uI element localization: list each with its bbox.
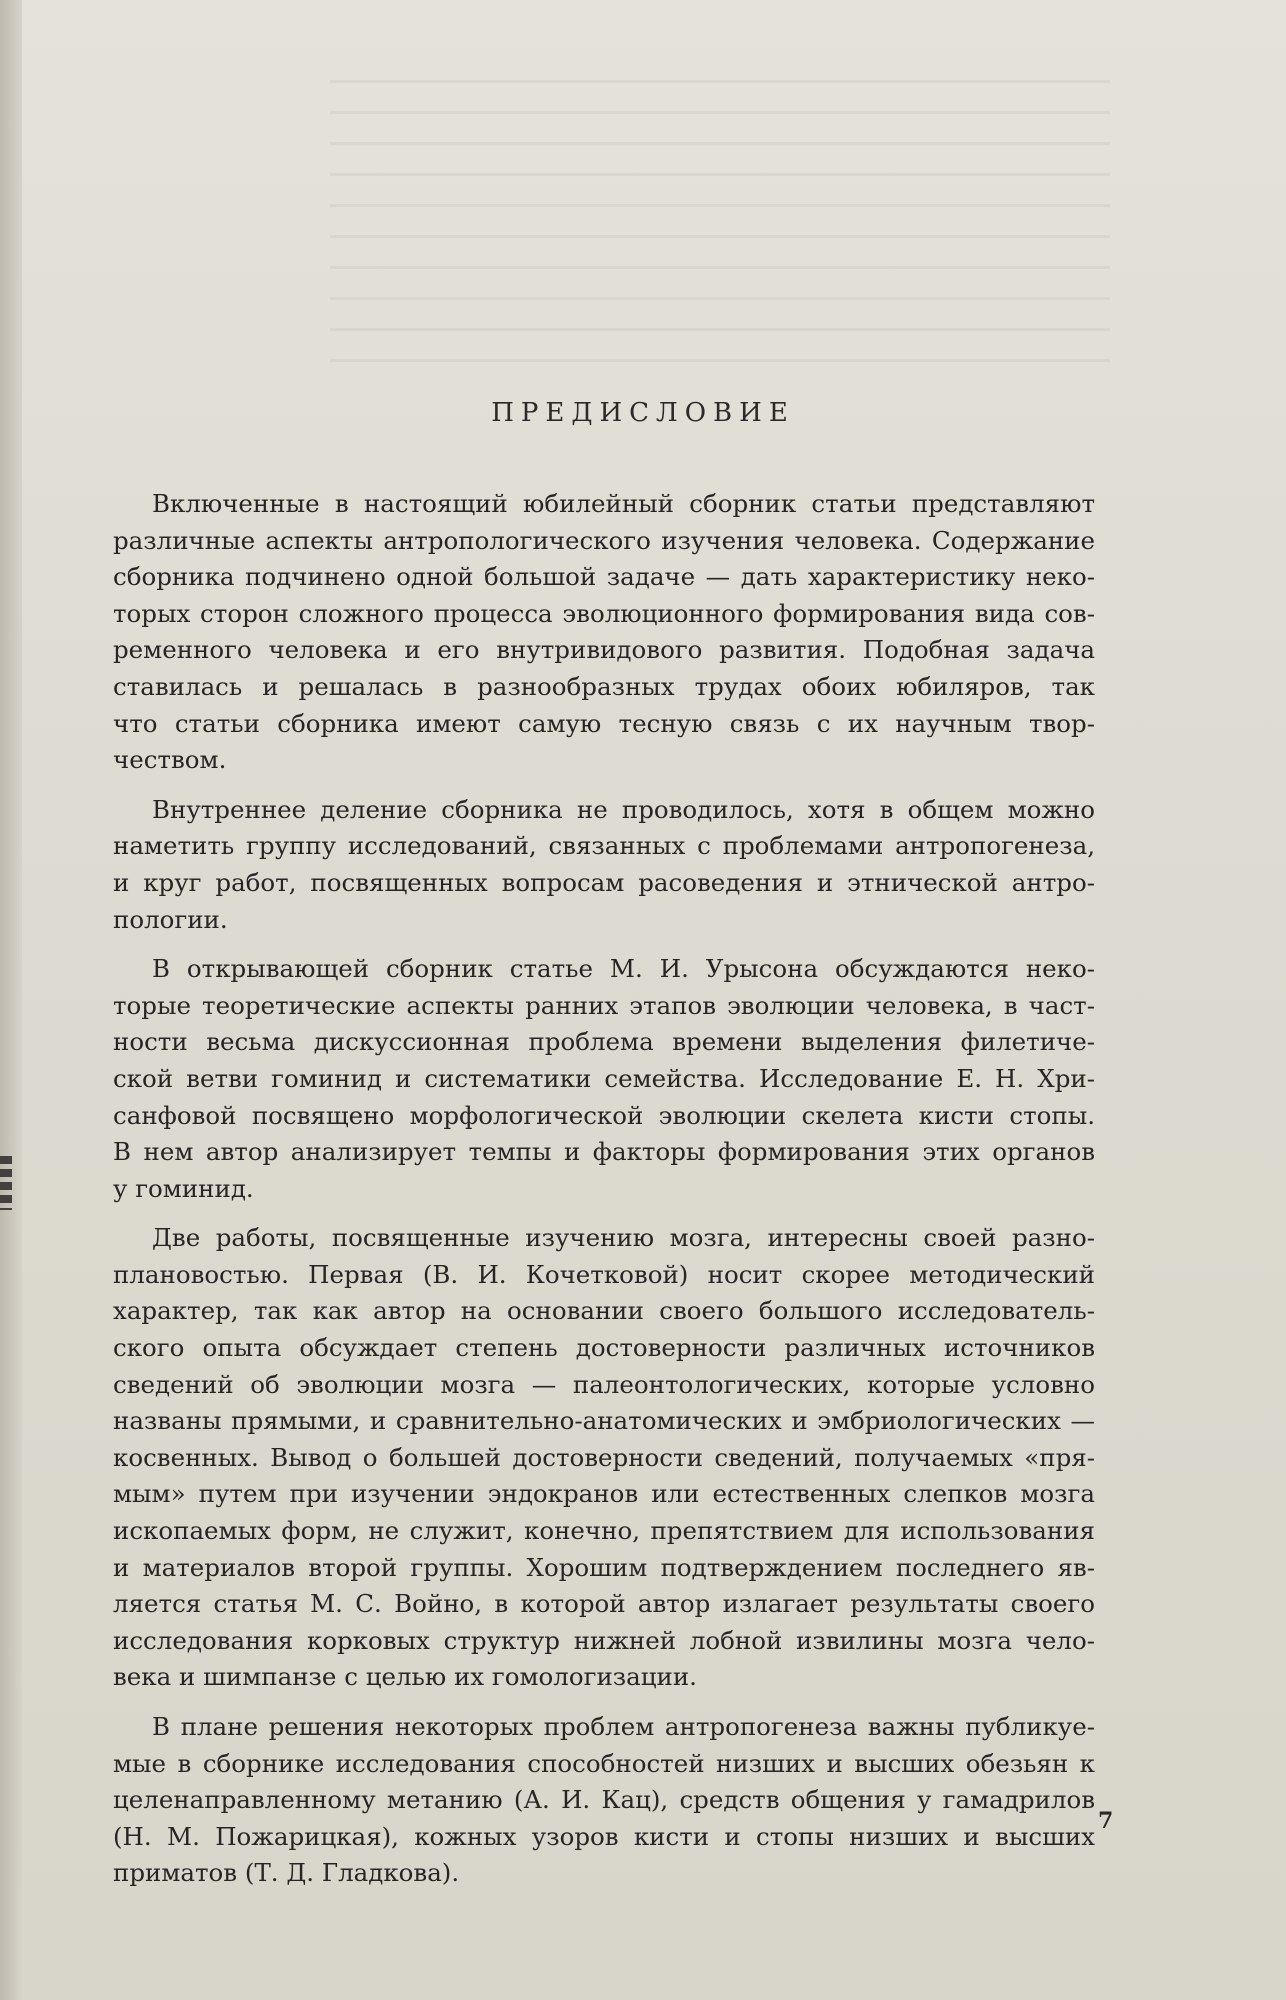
text-line: Включенные в настоящий юбилейный сборник статьи представляют bbox=[152, 489, 1095, 518]
paragraph-2 bbox=[113, 792, 1095, 938]
text-line: ского опыта обсуждает степень достоверности различных источников bbox=[113, 1333, 1095, 1363]
body-text bbox=[113, 486, 1095, 1905]
text-line: и материалов второй группы. Хорошим подтверждением последнего яв- bbox=[113, 1552, 1095, 1582]
text-line: ности весьма дискуссионная проблема времени выделения филетиче- bbox=[113, 1027, 1095, 1057]
text-line: торые теоретические аспекты ранних этапов эволюции человека, в част- bbox=[113, 990, 1095, 1020]
text-line: торых сторон сложного процесса эволюционного формирования вида сов- bbox=[113, 598, 1095, 628]
text-line: различные аспекты антропологического изучения человека. Содержание bbox=[113, 525, 1095, 555]
paragraph-5 bbox=[113, 1709, 1095, 1892]
text-line: Две работы, посвященные изучению мозга, интересны своей разно- bbox=[152, 1223, 1095, 1253]
text-line: В плане решения некоторых проблем антропогенеза важны публикуе- bbox=[152, 1712, 1095, 1741]
text-line: целенаправленному метанию (А. И. Кац), средств общения у гамадрилов bbox=[113, 1785, 1095, 1815]
text-line: (Н. М. Пожарицкая), кожных узоров кисти и стопы низших и высших bbox=[113, 1821, 1095, 1851]
text-line: наметить группу исследований, связанных с проблемами антропогенеза, bbox=[113, 831, 1095, 861]
text-line: и круг работ, посвященных вопросам расоведения и этнической антро- bbox=[113, 867, 1095, 897]
text-line: мым» путем при изучении эндокранов или естественных слепков мозга bbox=[113, 1479, 1095, 1509]
text-line: у гоминид. bbox=[113, 1173, 254, 1203]
text-line: исследования корковых структур нижней лобной извилины мозга чело- bbox=[113, 1625, 1095, 1655]
show-through-texture bbox=[330, 80, 1110, 380]
text-line: Внутреннее деление сборника не проводилось, хотя в общем можно bbox=[152, 794, 1095, 824]
text-line: названы прямыми, и сравнительно-анатомических и эмбриологических — bbox=[113, 1406, 1095, 1436]
text-line: века и шимпанзе с целью их гомологизации. bbox=[113, 1662, 697, 1692]
text-line: ископаемых форм, не служит, конечно, препятствием для использования bbox=[113, 1516, 1095, 1546]
page-title: ПРЕДИСЛОВИЕ bbox=[491, 398, 795, 428]
text-line: В нем автор анализирует темпы и факторы формирования этих органов bbox=[113, 1137, 1095, 1167]
text-line: пологии. bbox=[113, 904, 228, 934]
text-line: В открывающей сборник статье М. И. Урысона обсуждаются неко- bbox=[152, 954, 1095, 984]
paragraph-1 bbox=[113, 486, 1095, 779]
paragraph-4 bbox=[113, 1220, 1095, 1696]
text-line: ляется статья М. С. Войно, в которой автор излагает результаты своего bbox=[113, 1589, 1095, 1619]
text-line: что статьи сборника имеют самую тесную связь с их научным твор- bbox=[113, 708, 1095, 738]
binding-edge-mark bbox=[0, 1156, 12, 1210]
text-line: сведений об эволюции мозга — палеонтологических, которые условно bbox=[113, 1369, 1095, 1399]
paragraph-3 bbox=[113, 951, 1095, 1207]
text-line: мые в сборнике исследования способностей низших и высших обезьян к bbox=[113, 1748, 1095, 1778]
text-line: чеством. bbox=[113, 745, 227, 775]
page-number: 7 bbox=[1098, 1808, 1114, 1834]
text-line: ставилась и решалась в разнообразных трудах обоих юбиляров, так bbox=[113, 671, 1095, 701]
text-line: санфовой посвящено морфологической эволюции скелета кисти стопы. bbox=[113, 1100, 1095, 1130]
text-line: ской ветви гоминид и систематики семейства. Исследование Е. Н. Хри- bbox=[113, 1063, 1095, 1093]
text-line: характер, так как автор на основании своего большого исследователь- bbox=[113, 1296, 1095, 1326]
text-line: плановостью. Первая (В. И. Кочетковой) носит скорее методический bbox=[113, 1259, 1095, 1289]
text-line: косвенных. Вывод о большей достоверности сведений, получаемых «пря- bbox=[113, 1442, 1095, 1472]
text-line: приматов (Т. Д. Гладкова). bbox=[113, 1858, 460, 1888]
text-line: сборника подчинено одной большой задаче — дать характеристику неко- bbox=[113, 562, 1095, 592]
text-line: ременного человека и его внутривидового развития. Подобная задача bbox=[113, 635, 1095, 665]
